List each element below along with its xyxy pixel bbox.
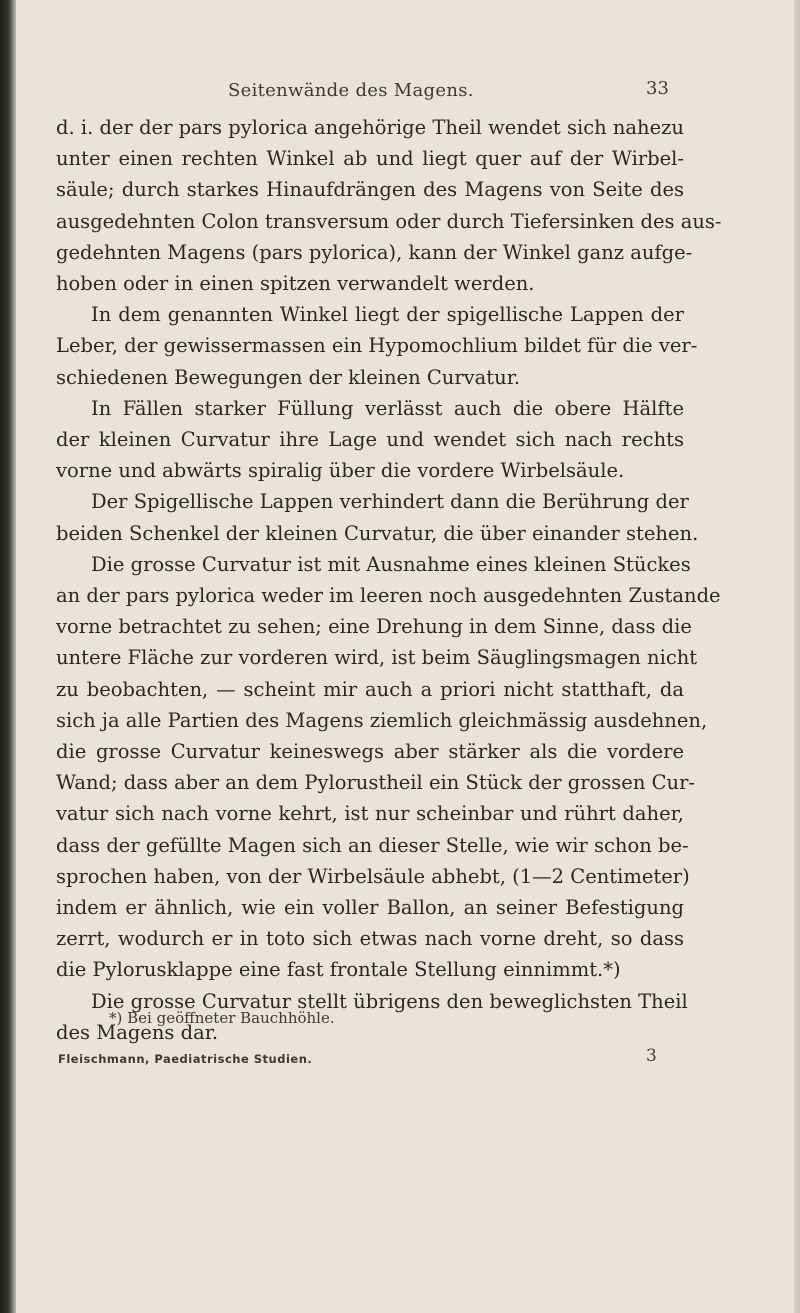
text-line: dass der gefüllte Magen sich an dieser Stelle, wie wir schon be- bbox=[56, 833, 689, 857]
text-line: Leber, der gewissermassen ein Hypomochlium bildet für die ver- bbox=[56, 334, 698, 358]
text-line: zu beobachten, — scheint mir auch a priori nicht statthaft, da bbox=[56, 677, 684, 701]
page-edge bbox=[794, 0, 800, 1313]
text-line: die Pylorusklappe eine fast frontale Stellung einnimmt.*) bbox=[56, 958, 621, 982]
book-page bbox=[30, 0, 790, 1313]
text-line: sich ja alle Partien des Magens ziemlich gleichmässig ausdehnen, bbox=[56, 708, 708, 732]
signature-mark: 3 bbox=[646, 1046, 657, 1066]
book-spine-shadow bbox=[0, 0, 16, 1313]
text-line: vatur sich nach vorne kehrt, ist nur scheinbar und rührt daher, bbox=[56, 802, 684, 826]
text-line: die grosse Curvatur keineswegs aber stärker als die vordere bbox=[56, 740, 684, 764]
page-number: 33 bbox=[646, 78, 669, 99]
text-line: gedehnten Magens (pars pylorica), kann der Winkel ganz aufge- bbox=[56, 240, 693, 264]
text-line: unter einen rechten Winkel ab und liegt quer auf der Wirbel- bbox=[56, 147, 684, 171]
text-line: ausgedehnten Colon transversum oder durch Tiefersinken des aus- bbox=[56, 209, 722, 233]
text-line: Der Spigellische Lappen verhindert dann die Berührung der bbox=[91, 490, 689, 514]
text-line: In Fällen starker Füllung verlässt auch die obere Hälfte bbox=[91, 396, 684, 420]
text-line: schiedenen Bewegungen der kleinen Curvatur. bbox=[56, 365, 521, 389]
text-line: des Magens dar. bbox=[56, 1020, 219, 1044]
body-text bbox=[56, 112, 722, 1048]
footer-signature-title: Fleischmann, Paediatrische Studien. bbox=[58, 1052, 313, 1066]
footnote: *) Bei geöffneter Bauchhöhle. bbox=[109, 1009, 335, 1027]
text-line: vorne betrachtet zu sehen; eine Drehung in dem Sinne, dass die bbox=[56, 615, 692, 639]
text-line: hoben oder in einen spitzen verwandelt werden. bbox=[56, 272, 535, 296]
text-line: vorne und abwärts spiralig über die vordere Wirbelsäule. bbox=[56, 459, 625, 483]
text-line: Wand; dass aber an dem Pylorustheil ein Stück der grossen Cur- bbox=[56, 771, 695, 795]
text-line: d. i. der der pars pylorica angehörige Theil wendet sich nahezu bbox=[56, 116, 684, 139]
running-head: Seitenwände des Magens. bbox=[228, 80, 474, 101]
text-line: In dem genannten Winkel liegt der spigellische Lappen der bbox=[91, 303, 684, 327]
text-line: indem er ähnlich, wie ein voller Ballon, an seiner Befestigung bbox=[56, 896, 684, 920]
text-line: sprochen haben, von der Wirbelsäule abhebt, (1—2 Centimeter) bbox=[56, 864, 690, 888]
text-line: säule; durch starkes Hinaufdrängen des Magens von Seite des bbox=[56, 178, 684, 202]
text-line: beiden Schenkel der kleinen Curvatur, die über einander stehen. bbox=[56, 521, 699, 545]
text-line: Die grosse Curvatur ist mit Ausnahme eines kleinen Stückes bbox=[91, 552, 691, 576]
text-line: der kleinen Curvatur ihre Lage und wendet sich nach rechts bbox=[56, 428, 684, 452]
text-line: an der pars pylorica weder im leeren noch ausgedehnten Zustande bbox=[56, 584, 721, 608]
text-line: zerrt, wodurch er in toto sich etwas nach vorne dreht, so dass bbox=[56, 927, 684, 951]
text-line: Die grosse Curvatur stellt übrigens den beweglichsten Theil bbox=[91, 989, 688, 1013]
text-line: untere Fläche zur vorderen wird, ist beim Säuglingsmagen nicht bbox=[56, 646, 698, 670]
